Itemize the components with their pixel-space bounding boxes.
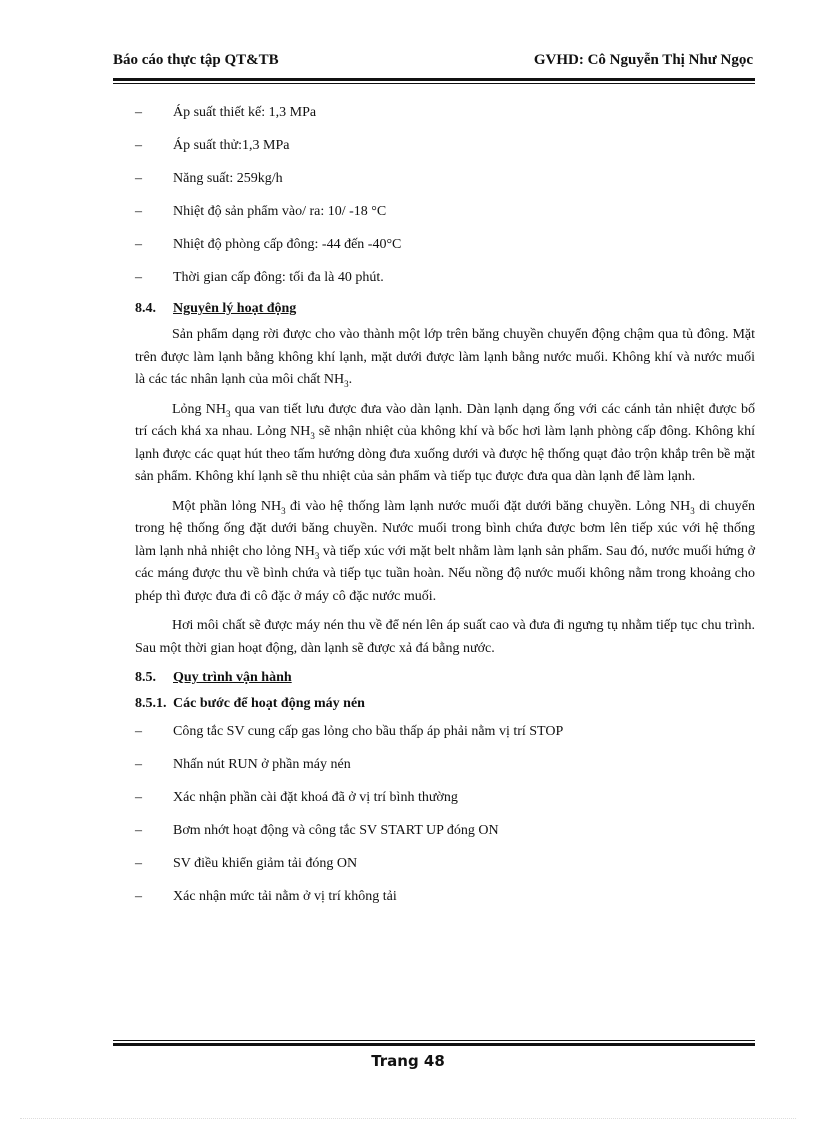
list-item: [135, 232, 755, 265]
paragraph-text: Hơi môi chất sẽ được máy nén thu về để nén lên áp suất cao và đưa đi ngưng tụ nhằm tiếp tục chu trình. Sau một thời gian hoạt động, dàn lạnh sẽ được xả đá bằng nước.: [135, 618, 755, 656]
list-item-text: Áp suất thiết kế: 1,3 MPa: [173, 105, 317, 120]
header-report-title: Báo cáo thực tập QT&TB: [113, 52, 279, 68]
section-title: Nguyên lý hoạt động: [173, 301, 297, 316]
paragraph-text: di chuyển trong hệ thống ống đặt dưới băng chuyền. Nước muối trong bình chứa được bơm lên tiếp xúc với hệ thống làm lạnh nhả nhiệt cho lỏng NH: [135, 498, 755, 559]
spec-list: [135, 100, 755, 298]
list-item: [135, 166, 755, 199]
list-dash: –: [135, 856, 142, 871]
subscript: 3: [690, 505, 695, 516]
paragraph-2: [135, 399, 755, 489]
list-item: [135, 752, 755, 785]
list-dash: –: [135, 171, 142, 186]
header-supervisor: GVHD: Cô Nguyễn Thị Như Ngọc: [533, 52, 753, 68]
paragraph-text: và tiếp xúc với mặt belt nhằm làm lạnh sản phẩm. Sau đó, nước muối hứng ở các máng được thu về bình chứa và tiếp tục tuần hoàn. Nếu nồng độ nước muối không nằm trong khoảng cho phép thì được đưa đi cô đặc ở máy cô đặc nước muối.: [135, 543, 755, 604]
list-dash: –: [135, 889, 142, 904]
list-item-text: Xác nhận phần cài đặt khoá đã ở vị trí bình thường: [173, 790, 458, 805]
page-body: [135, 100, 755, 917]
page-edge-divider: [20, 1118, 796, 1119]
section-heading-8-5: [135, 667, 755, 693]
list-dash: –: [135, 790, 142, 805]
section-number: 8.5.: [135, 670, 156, 685]
subscript: 3: [310, 430, 315, 441]
list-dash: –: [135, 138, 142, 153]
header-rule: [113, 78, 755, 84]
page-number: Trang 48: [371, 1052, 445, 1070]
section-number: 8.4.: [135, 301, 156, 316]
paragraph-3: [135, 496, 755, 609]
procedure-list: [135, 719, 755, 917]
section-heading-8-4: [135, 298, 755, 324]
list-item-text: Bơm nhớt hoạt động và công tắc SV START UP đóng ON: [173, 823, 499, 838]
list-item-text: Xác nhận mức tải nằm ở vị trí không tải: [173, 889, 397, 904]
subscript: 3: [314, 550, 320, 561]
paragraph-1: [135, 324, 755, 392]
list-item: [135, 199, 755, 232]
period: .: [348, 372, 353, 387]
subscript: 3: [281, 505, 286, 516]
subscript: 3: [344, 378, 349, 389]
list-item: [135, 133, 755, 166]
paragraph-text: qua van tiết lưu được đưa vào dàn lạnh. Dàn lạnh dạng ống với các cánh tản nhiệt được bố trí cách khá xa nhau. Lỏng NH: [135, 401, 755, 439]
list-item-text: Năng suất: 259kg/h: [173, 171, 283, 186]
section-number: 8.5.1.: [135, 696, 167, 711]
list-item: [135, 884, 755, 917]
list-dash: –: [135, 757, 142, 772]
list-dash: –: [135, 204, 142, 219]
page-header: [113, 52, 753, 74]
list-item-text: Công tắc SV cung cấp gas lỏng cho bầu thấp áp phải nằm vị trí STOP: [173, 724, 564, 739]
list-item-text: Áp suất thử:1,3 MPa: [173, 138, 290, 153]
paragraph-text: sẽ nhận nhiệt của không khí và bốc hơi làm lạnh phòng cấp đông. Không khí lạnh được các quạt hút theo tấm hướng dòng đưa xuống dưới và được hệ thống quạt đảo trộn khắp trên bề mặt sản phẩm. Không khí lạnh sẽ thu nhiệt của sản phẩm và tiếp tục được đưa qua dàn lạnh để làm lạnh.: [135, 424, 756, 484]
list-dash: –: [135, 270, 142, 285]
list-item: [135, 818, 755, 851]
list-item: [135, 785, 755, 818]
paragraph-text: Sản phẩm dạng rời được cho vào thành một lớp trên băng chuyền chuyển động chậm qua tủ đông. Mặt trên được làm lạnh bằng không khí lạnh, mặt dưới được làm lạnh bằng nước muối. Không khí và nước muối là các tác nhân lạnh của môi chất NH: [135, 327, 755, 387]
list-item: [135, 265, 755, 298]
list-item: [135, 100, 755, 133]
list-item-text: Nhấn nút RUN ở phần máy nén: [173, 757, 351, 772]
list-item: [135, 851, 755, 884]
list-item: [135, 719, 755, 752]
list-dash: –: [135, 724, 142, 739]
paragraph-4: [135, 615, 755, 660]
list-dash: –: [135, 105, 142, 120]
list-item-text: Nhiệt độ phòng cấp đông: -44 đến -40°C: [173, 237, 402, 252]
list-dash: –: [135, 237, 142, 252]
paragraph-text: Lỏng NH: [172, 401, 226, 417]
list-item-text: Thời gian cấp đông: tối đa là 40 phút.: [173, 270, 384, 285]
section-title: Các bước để hoạt động máy nén: [173, 696, 365, 711]
paragraph-text: đi vào hệ thống làm lạnh nước muối đặt dưới băng chuyền. Lỏng NH: [285, 498, 691, 514]
section-heading-8-5-1: [135, 693, 755, 719]
list-dash: –: [135, 823, 142, 838]
section-title: Quy trình vận hành: [173, 670, 292, 685]
subscript: 3: [226, 408, 231, 419]
paragraph-text: Một phần lỏng NH: [172, 498, 282, 514]
footer-rule: [113, 1040, 755, 1046]
list-item-text: Nhiệt độ sản phẩm vào/ ra: 10/ -18 °C: [173, 204, 387, 219]
list-item-text: SV điều khiển giảm tải đóng ON: [173, 856, 358, 871]
